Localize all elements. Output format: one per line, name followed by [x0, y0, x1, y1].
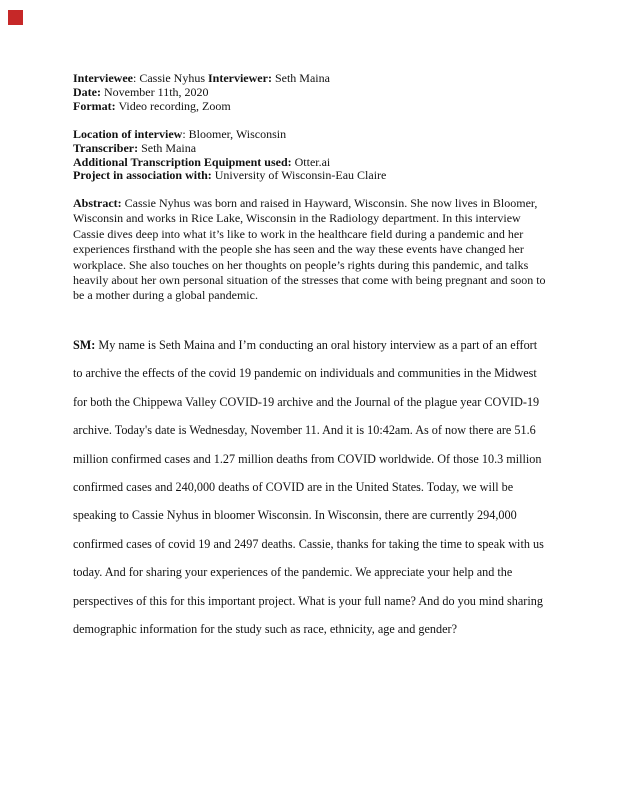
meta-label: Transcriber: — [73, 140, 139, 155]
abstract-text: Cassie Nyhus was born and raised in Hayward, Wisconsin. She now lives in Bloomer, Wisconsin and works in Rice Lake, Wisconsin in the Radiology department. In this interview Cassie dives deep into what it’s like to work in the healthcare field during a pandemic and her experiences firsthand with the people she has seen and the way these events have changed her workplace. She also touches on her thoughts on people’s rights during this pandemic, and talks heavily about her own personal situation of the stresses that come with being pregnant and soon to be a mother during a global pandemic. — [73, 196, 546, 303]
meta-label: Format: — [73, 98, 116, 113]
meta-line — [73, 72, 547, 86]
meta-label: Location of interview — [73, 127, 183, 141]
meta-line — [73, 86, 547, 100]
meta-line — [73, 128, 547, 142]
abstract-label: Abstract: — [73, 196, 122, 210]
meta-value: : Bloomer, Wisconsin — [182, 127, 287, 141]
meta-line — [73, 100, 547, 114]
meta-label: Additional Transcription Equipment used: — [73, 154, 292, 169]
transcript-text: My name is Seth Maina and I’m conducting an oral history interview as a part of an effort to archive the effects of the covid 19 pandemic on individuals and communities in the Midwest for both the Chippewa Valley COVID-19 archive and the Journal of the plague year COVID-19 archive. Today's date is Wednesday, November 11. And it is 10:42am. As of now there are 51.6 million confirmed cases and 1.27 million deaths from COVID worldwide. Of those 10.3 million confirmed cases and 240,000 deaths of COVID are in the United States. Today, we will be speaking to Cassie Nyhus in bloomer Wisconsin. In Wisconsin, there are currently 294,000 confirmed cases of covid 19 and 2497 deaths. Cassie, thanks for taking the time to speak with us today. And for sharing your experiences of the pandemic. We appreciate your help and the perspectives of this for this important project. What is your full name? And do you mind sharing demographic information for the study such as race, ethnicity, age and gender? — [73, 338, 544, 637]
speaker-label: SM: — [73, 338, 96, 352]
interview-meta-block — [73, 72, 547, 113]
meta-value: Seth Maina — [138, 140, 197, 155]
meta-line — [73, 156, 547, 170]
meta-label: Interviewee — [73, 71, 133, 85]
meta-value: Video recording, Zoom — [115, 98, 231, 113]
meta-value: University of Wisconsin-Eau Claire — [211, 168, 387, 183]
meta-value: November 11th, 2020 — [100, 84, 209, 99]
meta-value: : Cassie Nyhus — [132, 71, 208, 85]
meta-label: Project in association with: — [73, 168, 212, 183]
meta-label: Interviewer: — [207, 71, 272, 85]
meta-line — [73, 169, 547, 183]
meta-value: Seth Maina — [271, 71, 330, 85]
interview-details-block — [73, 128, 547, 183]
meta-label: Date: — [73, 84, 101, 99]
abstract-paragraph — [73, 196, 547, 304]
red-marker — [8, 10, 23, 25]
meta-line — [73, 142, 547, 156]
transcript-paragraph — [73, 331, 547, 643]
meta-value: Otter.ai — [291, 154, 331, 169]
